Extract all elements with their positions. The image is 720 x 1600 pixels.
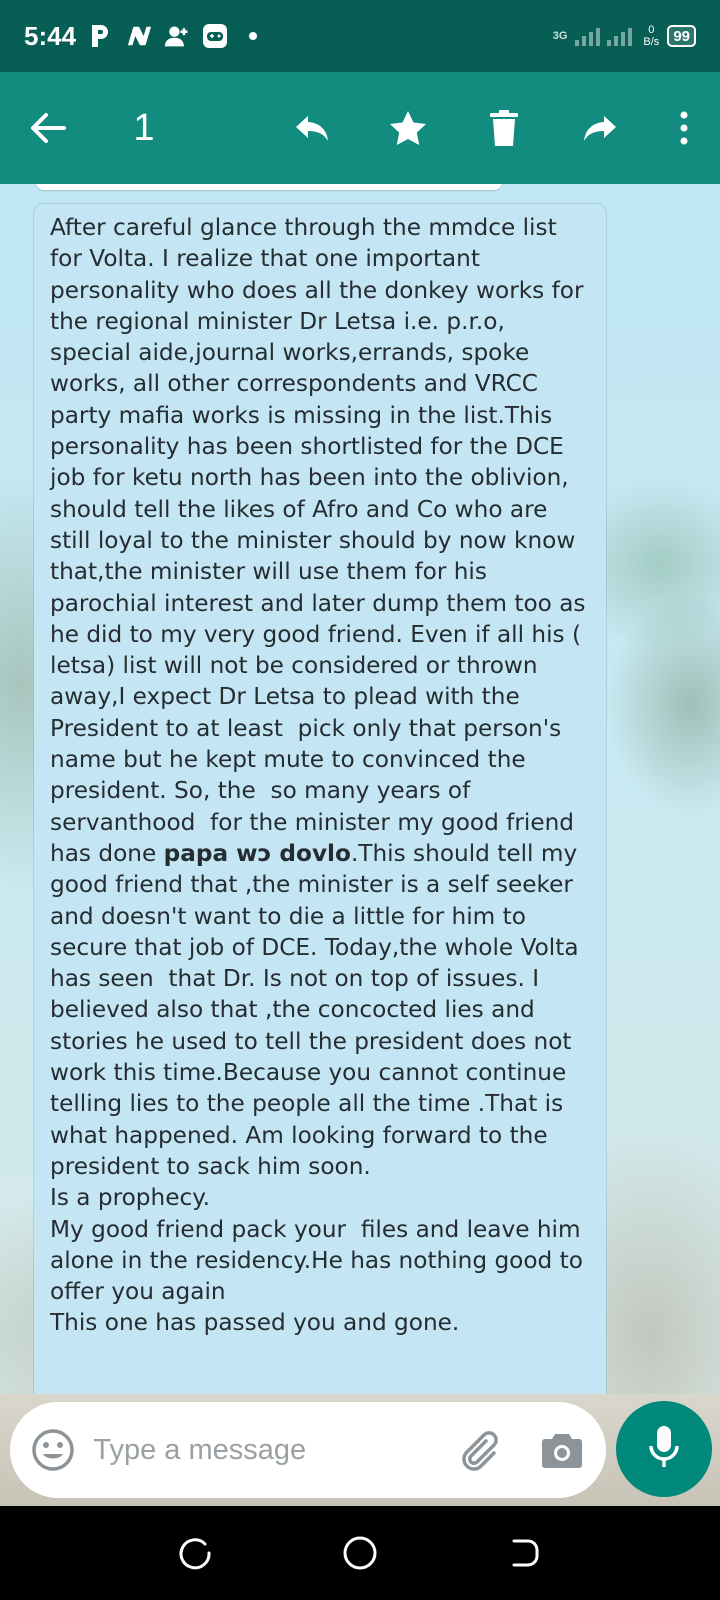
back-arrow-icon[interactable] — [0, 72, 96, 184]
dot-icon — [240, 23, 266, 49]
parking-icon — [88, 23, 114, 49]
camera-icon[interactable] — [535, 1422, 590, 1478]
status-right — [553, 24, 696, 49]
message-text-part-1: After careful glance through the mmdce list for Volta. I realize that one important personality who does all the donkey works for the regional minister Dr Letsa i.e. p.r.o, special aide,journal works,errands, spoke works, all other correspondents and VRCC party mafia works is missing in the list.This personality has been shortlisted for the DCE job for ketu north has been into the oblivion, should tell the likes of Afro and Co who are still loyal to the minister should by now know that,the minister will use them for his parochial interest and later dump them too as he did to my very good friend. Even if all his ( letsa) list will not be considered or thrown away,I expect Dr Letsa to plead with the President to at least pick only that person's name but he kept mute to convinced the president. So, the so many years of servanthood for the minister my good friend has done — [50, 214, 593, 867]
status-time: 5:44 — [24, 20, 77, 51]
game-controller-icon — [202, 23, 228, 49]
recents-icon[interactable] — [174, 1531, 218, 1575]
signal-icon — [575, 24, 635, 49]
message-input[interactable] — [93, 1434, 423, 1467]
forward-icon[interactable] — [552, 72, 648, 184]
n-app-icon — [126, 23, 152, 49]
selected-message-bubble[interactable] — [34, 204, 606, 1394]
selected-count: 1 — [133, 106, 155, 149]
speed-value: 0 — [648, 24, 655, 36]
message-bold-text: papa wɔ dovlo — [163, 839, 351, 867]
previous-message-bubble[interactable] — [36, 184, 502, 190]
star-icon[interactable] — [360, 72, 456, 184]
reply-icon[interactable] — [264, 72, 360, 184]
mic-icon — [649, 1426, 679, 1473]
status-notification-icons — [88, 23, 266, 49]
add-user-icon — [164, 23, 190, 49]
more-icon[interactable] — [648, 72, 720, 184]
network-speed — [643, 24, 659, 48]
voice-message-button[interactable] — [616, 1401, 712, 1497]
chat-area[interactable] — [0, 184, 720, 1394]
message-text — [50, 212, 593, 1339]
delete-icon[interactable] — [456, 72, 552, 184]
message-text-part-2: .This should tell my good friend that ,the minister is a self seeker and doesn't want to die a little for him to secure that job of DCE. Today,the whole Volta has seen that Dr. Is not on top of issues. I believed also that ,the concocted lies and stories he used to tell the president does not work this time.Because you cannot continue telling lies to the people all the time .That is what happened. Am looking forward to the president to sack him soon. Is a prophecy. My good friend pack your files and leave him alone in the residency.He has nothing good to offer you again This one has passed you and gone. — [50, 839, 583, 1337]
battery-level: 99 — [673, 27, 690, 45]
battery-indicator — [667, 25, 696, 47]
back-icon[interactable] — [502, 1531, 546, 1575]
home-icon[interactable] — [338, 1531, 382, 1575]
attach-icon[interactable] — [451, 1422, 506, 1478]
message-input-bar — [0, 1394, 720, 1506]
speed-unit: B/s — [643, 36, 660, 48]
message-compose-box — [10, 1402, 606, 1498]
network-type: 3G — [552, 30, 568, 42]
status-bar — [0, 0, 720, 72]
emoji-icon[interactable] — [28, 1425, 77, 1475]
selection-action-bar — [0, 72, 720, 184]
system-navigation-bar — [0, 1506, 720, 1600]
